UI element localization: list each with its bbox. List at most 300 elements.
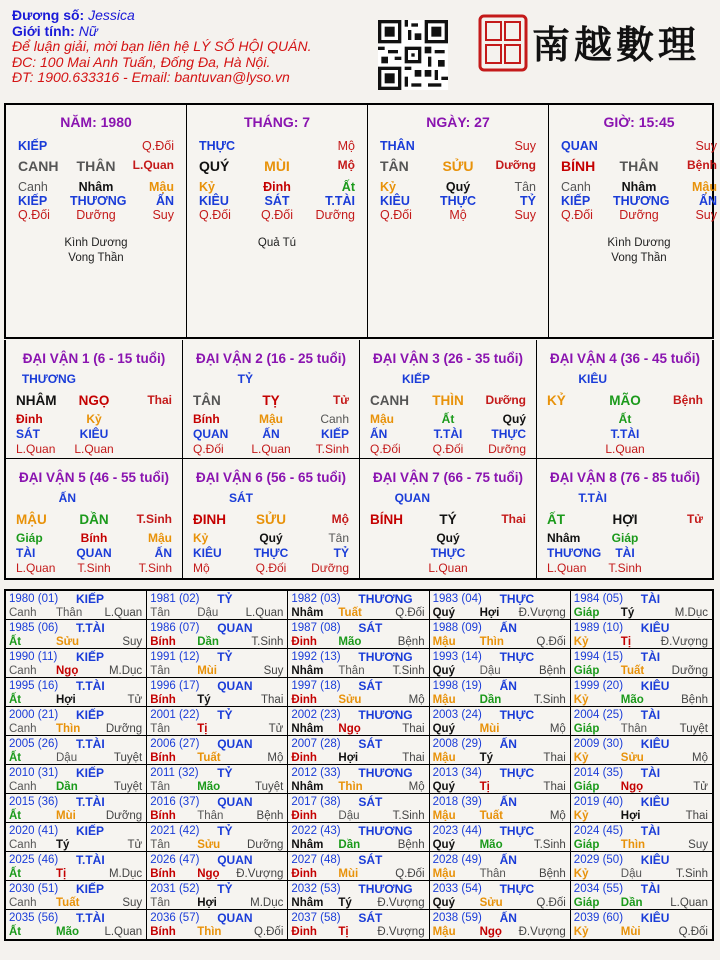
year-stem: Quý <box>432 781 455 793</box>
pillar-title: NGÀY: 27 <box>426 114 490 130</box>
dai-van-title: ĐẠI VẬN 8 (76 - 85 tuổi) <box>549 470 701 485</box>
year-god: KIẾP <box>76 766 105 780</box>
year-label: 2035 (56) <box>9 912 59 924</box>
pillar-stage-row <box>6 208 186 222</box>
year-label: 2004 (25) <box>573 709 624 721</box>
year-label: 2036 (57) <box>150 912 200 924</box>
year-branch: Tị <box>620 636 632 648</box>
dai-van-top <box>6 491 182 506</box>
year-branch: Thìn <box>338 781 363 793</box>
address: ĐC: 100 Mai Anh Tuấn, Đống Đa, Hà Nội. <box>12 53 271 70</box>
dai-van-stage-row <box>6 561 182 576</box>
year-stage: Tuyệt <box>113 752 143 764</box>
brand-logo: 南越數理 <box>532 22 701 67</box>
year-cell <box>430 881 571 910</box>
dai-van-cell <box>537 340 713 459</box>
year-label: 2011 (32) <box>150 767 199 779</box>
year-branch: Mão <box>620 694 644 706</box>
year-branch: Ngọ <box>620 781 644 793</box>
pillar-hidden-row <box>187 180 367 194</box>
dai-van-can-cell: SỬU <box>256 512 286 527</box>
year-stage: Tử <box>127 694 143 706</box>
year-cell <box>430 620 571 649</box>
dai-van-hidden-cell: Đinh <box>16 412 43 426</box>
year-cell <box>147 852 288 881</box>
dai-van-stage-cell: T.Sinh <box>608 561 642 575</box>
year-stage: Đ.Vượng <box>518 607 566 619</box>
year-stem: Canh <box>9 723 37 735</box>
pillar-hidden-cell: Nhâm <box>621 180 657 194</box>
dai-van-stage-row <box>183 442 359 457</box>
pillar-can-row <box>187 158 367 174</box>
year-stage: Dưỡng <box>247 839 284 851</box>
year-cell <box>147 591 288 620</box>
pillar-hidden-cell: Tân <box>514 180 536 194</box>
year-god: TỶ <box>217 592 233 606</box>
year-stage: T.Sinh <box>392 810 425 822</box>
year-stem: Canh <box>9 781 37 793</box>
year-branch: Dậu <box>56 752 78 764</box>
year-label: 1981 (02) <box>150 593 200 605</box>
pillar-top-cell: THÂN <box>380 139 415 153</box>
dai-van-can-cell: MÃO <box>609 393 641 408</box>
year-god: T.TÀI <box>76 621 105 635</box>
year-god: TỶ <box>217 882 233 896</box>
year-cell <box>288 649 429 678</box>
year-stage: Tử <box>693 781 708 793</box>
dai-van-stage-cell: L.Quan <box>428 561 468 575</box>
pillar-god-cell: ẤN <box>155 194 174 208</box>
dai-van-hidden-row <box>6 531 182 546</box>
year-cell <box>430 852 571 881</box>
year-branch: Dần <box>338 839 361 851</box>
pillar-can-row <box>368 158 548 174</box>
pillar-can-cell: SỬU <box>442 158 474 174</box>
year-god: T.TÀI <box>76 737 105 751</box>
pillar-stage-cell: Mộ <box>449 208 467 222</box>
dai-van-hidden-row <box>360 412 536 427</box>
pillar-hidden-cell: Mậu <box>149 180 174 194</box>
owner-label: Đương số: <box>12 7 85 23</box>
year-god: KIẾP <box>76 824 105 838</box>
year-label: 2003 (24) <box>432 709 482 721</box>
dai-van-god-cell: ẤN <box>154 546 172 560</box>
year-label: 2008 (29) <box>432 738 482 750</box>
year-stage: Đ.Vượng <box>377 897 425 909</box>
year-branch: Hợi <box>56 694 76 706</box>
year-god: TÀI <box>640 708 661 722</box>
pillar-can-cell: Bệnh <box>687 158 717 172</box>
dai-van-god-cell: QUAN <box>76 546 112 560</box>
year-stage: M.Dục <box>674 607 708 619</box>
dai-van-title: ĐẠI VẬN 6 (56 - 65 tuổi) <box>195 470 347 485</box>
pillar-hidden-cell: Nhâm <box>78 180 114 194</box>
year-god: T.TÀI <box>76 911 105 925</box>
year-label: 2005 (26) <box>9 738 59 750</box>
year-stem: Mậu <box>432 636 456 648</box>
pillar-can-row <box>6 158 186 174</box>
year-branch: Dần <box>197 636 219 648</box>
year-stage: L.Quan <box>104 607 143 619</box>
dai-van-can-cell: T.Sinh <box>136 512 172 526</box>
dai-van-can-cell: Bệnh <box>673 393 703 407</box>
year-god: SÁT <box>358 679 383 693</box>
dai-van-hidden-row <box>537 412 713 427</box>
pillar-stage-cell: Q.Đối <box>561 208 593 222</box>
year-stage: Bệnh <box>256 810 284 822</box>
year-cell <box>147 881 288 910</box>
year-stem: Mậu <box>432 694 456 706</box>
dai-van-top <box>360 372 536 387</box>
year-label: 2027 (48) <box>291 854 341 866</box>
year-branch: Thân <box>479 868 506 880</box>
year-branch: Thân <box>338 665 365 677</box>
four-pillars <box>4 103 717 339</box>
year-god: THƯƠNG <box>358 824 413 838</box>
year-stem: Bính <box>150 810 176 822</box>
year-label: 2018 (39) <box>432 796 482 808</box>
pillar-stage-cell: Q.Đối <box>199 208 231 222</box>
pillar-gods-row <box>187 194 367 208</box>
year-cell <box>430 823 571 852</box>
dai-van-god-cell: QUAN <box>193 427 229 441</box>
year-god: KIÊU <box>640 679 670 693</box>
year-stem: Kỷ <box>573 810 589 822</box>
pillar-stage-cell: Suy <box>152 208 174 222</box>
year-label: 2023 (44) <box>432 825 482 837</box>
year-stage: Mộ <box>549 810 566 822</box>
year-stem: Giáp <box>573 839 600 851</box>
dai-van-can-cell: Mộ <box>331 512 349 526</box>
dai-van-gods-row <box>537 546 713 561</box>
pillar-can-cell: TÂN <box>380 158 409 174</box>
pillar-top-cell: Q.Đối <box>142 139 174 153</box>
dai-van-god-cell: KIẾP <box>320 427 349 441</box>
year-stem: Ất <box>9 636 22 648</box>
pillar-stage-row <box>187 208 367 222</box>
dai-van-can-row <box>360 393 536 408</box>
pillar-title: THÁNG: 7 <box>243 114 311 130</box>
year-cell <box>6 852 147 881</box>
year-branch: Tuất <box>479 810 504 822</box>
dai-van-can-cell: ẤT <box>547 512 565 527</box>
pillar-stage-cell: Suy <box>514 208 536 222</box>
year-stem: Ất <box>9 752 22 764</box>
year-branch: Mão <box>56 926 79 938</box>
dai-van-cell <box>537 459 713 578</box>
dai-van-top <box>183 372 359 387</box>
dai-van-stage-cell: Mộ <box>193 561 210 575</box>
year-branch: Sửu <box>479 897 503 909</box>
year-label: 2012 (33) <box>291 767 341 779</box>
year-label: 1998 (19) <box>432 680 482 692</box>
year-god: TÀI <box>640 824 661 838</box>
pillar-title: GIỜ: 15:45 <box>603 114 675 130</box>
year-cell <box>147 823 288 852</box>
year-branch: Thân <box>620 723 648 735</box>
year-branch: Dậu <box>479 665 501 677</box>
year-stage: Suy <box>122 897 143 909</box>
year-cell <box>6 678 147 707</box>
pillar-can-cell: Mộ <box>337 158 355 172</box>
pillar-top-row <box>368 139 548 153</box>
year-cell <box>288 910 429 939</box>
dai-van-stage-cell <box>651 442 703 457</box>
dai-van-hidden-cell: Mậu <box>370 412 394 426</box>
year-branch: Tuất <box>56 897 80 909</box>
year-label: 1980 (01) <box>9 593 59 605</box>
dai-van-hidden-cell: Ất <box>618 412 632 426</box>
pillar-top-cell <box>432 139 484 153</box>
pillar-title: NĂM: 1980 <box>60 114 132 130</box>
year-stem: Nhâm <box>291 781 324 793</box>
year-god: THƯƠNG <box>358 650 413 664</box>
pillar-top-cell <box>70 139 122 153</box>
year-god: TÀI <box>640 882 661 896</box>
pillar-stage-cell: Q.Đối <box>18 208 50 222</box>
year-branch: Mùi <box>620 926 641 938</box>
year-stem: Bính <box>150 868 176 880</box>
year-stem: Mậu <box>432 752 456 764</box>
dai-van-hidden-cell <box>651 531 703 546</box>
year-god: TỶ <box>217 650 233 664</box>
pillar-star: Vong Thần <box>611 252 667 264</box>
year-god: THƯƠNG <box>358 882 413 896</box>
year-stem: Nhâm <box>291 607 324 619</box>
year-cell <box>430 591 571 620</box>
year-god: TỶ <box>217 708 233 722</box>
year-label: 1988 (09) <box>432 622 482 634</box>
dai-van-gods-row <box>360 427 536 442</box>
year-stem: Quý <box>432 839 455 851</box>
year-stage: Suy <box>263 665 284 677</box>
gender-label: Giới tính: <box>12 22 75 39</box>
year-stage: Mộ <box>267 752 284 764</box>
dai-van-god-cell: THƯƠNG <box>547 546 602 560</box>
year-cell <box>6 620 147 649</box>
dai-van-god-cell: TỶ <box>333 546 349 560</box>
year-cell <box>6 881 147 910</box>
dai-van-hidden-cell <box>120 412 172 427</box>
year-god: KIẾP <box>76 882 105 896</box>
dai-van-stage-row <box>183 561 359 576</box>
year-table <box>4 589 714 941</box>
year-stem: Đinh <box>291 636 317 648</box>
year-cell <box>6 910 147 939</box>
year-label: 1999 (20) <box>573 680 624 692</box>
year-label: 2028 (49) <box>432 854 482 866</box>
year-branch: Mão <box>197 781 221 793</box>
year-stage: Q.Đối <box>253 926 284 938</box>
pillar-top-cell: KIẾP <box>18 139 48 153</box>
year-god: KIẾP <box>76 592 105 606</box>
dai-van-title: ĐẠI VẬN 7 (66 - 75 tuổi) <box>372 470 524 485</box>
year-stage: L.Quan <box>670 897 708 909</box>
year-cell <box>430 910 571 939</box>
year-god: T.TÀI <box>76 795 105 809</box>
year-stem: Đinh <box>291 694 317 706</box>
dai-van-cell <box>6 340 183 459</box>
year-branch: Thân <box>56 607 83 619</box>
year-stem: Canh <box>9 897 37 909</box>
dai-van-hidden-cell: Canh <box>320 412 349 426</box>
year-branch: Mùi <box>56 810 76 822</box>
pillar-god-cell: THỰC <box>439 194 477 208</box>
dai-van-god-cell <box>370 546 422 561</box>
year-label: 2030 (51) <box>9 883 59 895</box>
dai-van-stage-cell: L.Quan <box>547 561 587 575</box>
dai-van-gods-row <box>183 546 359 561</box>
year-stage: L.Quan <box>104 926 143 938</box>
year-god: KIÊU <box>640 737 670 751</box>
pillar-top-cell: QUAN <box>561 139 598 153</box>
year-stage: Bệnh <box>681 694 708 706</box>
year-cell <box>430 678 571 707</box>
pillar-god-cell: SÁT <box>264 194 290 208</box>
dai-van-hidden-row <box>360 531 536 546</box>
year-branch: Thân <box>197 810 224 822</box>
year-label: 2029 (50) <box>573 854 624 866</box>
dai-van-cell <box>360 340 537 459</box>
year-stage: Thai <box>261 694 284 706</box>
year-cell <box>6 707 147 736</box>
dai-van-hidden-cell: Nhâm <box>547 531 581 545</box>
year-stage: Suy <box>122 636 143 648</box>
year-label: 2032 (53) <box>291 883 341 895</box>
pillar-gods-row <box>549 194 720 208</box>
year-label: 2034 (55) <box>573 883 624 895</box>
dai-van-top <box>360 491 536 506</box>
pillar-column <box>187 105 368 337</box>
year-cell <box>430 649 571 678</box>
year-branch: Tuất <box>197 752 221 764</box>
pillar-hidden-cell: Kỷ <box>199 180 215 194</box>
dai-van-stage-cell <box>547 442 599 457</box>
dai-van-can-cell: Tử <box>332 393 349 407</box>
dai-van-gods-row <box>537 427 713 442</box>
pillar-top-cell <box>613 139 665 153</box>
pillar-stage-cell: Dưỡng <box>619 208 659 222</box>
dai-van-hidden-cell <box>370 531 422 546</box>
year-cell <box>6 591 147 620</box>
pillar-god-cell: THƯƠNG <box>613 194 670 208</box>
year-stage: T.Sinh <box>676 868 708 880</box>
contact-note: Để luận giải, mời bạn liên hệ LÝ SỐ HỘI QUÁN. <box>12 38 312 54</box>
year-god: TỶ <box>217 824 233 838</box>
year-stage: T.Sinh <box>533 694 566 706</box>
year-stage: M.Dục <box>108 665 143 677</box>
year-stage: M.Dục <box>108 868 143 880</box>
dai-van-stage-cell <box>474 561 526 576</box>
year-stem: Quý <box>432 897 455 909</box>
dai-van-can-cell: MẬU <box>16 512 47 527</box>
pillar-stage-row <box>549 208 720 222</box>
year-label: 2010 (31) <box>9 767 59 779</box>
year-stem: Ất <box>9 868 22 880</box>
year-cell <box>288 765 429 794</box>
year-branch: Tị <box>56 868 67 880</box>
year-stage: Bệnh <box>397 636 425 648</box>
dai-van-can-row <box>183 512 359 527</box>
year-god: QUAN <box>217 795 253 809</box>
dai-van-stage-cell: Dưỡng <box>311 561 349 575</box>
dai-van-top-god: SÁT <box>229 491 253 505</box>
pillar-gods-row <box>6 194 186 208</box>
year-label: 1997 (18) <box>291 680 341 692</box>
gender-value: Nữ <box>78 22 98 39</box>
dai-van-hidden-cell: Tân <box>328 531 349 545</box>
year-god: T.TÀI <box>76 679 105 693</box>
dai-van-stage-cell: L.Quan <box>16 442 56 456</box>
dai-van-top-god: KIẾP <box>401 372 430 386</box>
dai-van-can-cell: Tử <box>686 512 703 526</box>
year-god: SÁT <box>358 621 383 635</box>
year-label: 2015 (36) <box>9 796 59 808</box>
dai-van-hidden-cell: Quý <box>436 531 460 545</box>
year-stage: Thai <box>402 752 425 764</box>
pillar-star: Kình Dương <box>607 237 671 249</box>
year-cell <box>288 591 429 620</box>
year-branch: Mùi <box>479 723 500 735</box>
year-branch: Hợi <box>479 607 500 619</box>
dai-van-stage-cell <box>120 442 172 457</box>
dai-van-can-cell: DẦN <box>79 512 109 527</box>
year-stage: Tuyệt <box>255 781 284 793</box>
dai-van-hidden-cell: Quý <box>259 531 283 545</box>
dai-van-top <box>537 491 713 506</box>
year-branch: Tị <box>479 781 490 793</box>
dai-van-hidden-cell <box>547 412 599 427</box>
year-branch: Thìn <box>620 839 646 851</box>
year-label: 2033 (54) <box>432 883 482 895</box>
year-cell <box>6 765 147 794</box>
year-branch: Ngọ <box>56 665 79 677</box>
dai-van-hidden-cell: Kỷ <box>193 531 209 545</box>
dai-van-hidden-cell: Ất <box>441 412 455 426</box>
year-label: 1993 (14) <box>432 651 482 663</box>
year-stem: Kỷ <box>573 636 589 648</box>
dai-van-stage-cell: Dưỡng <box>488 442 526 456</box>
year-cell <box>430 765 571 794</box>
year-god: THỰC <box>499 824 535 838</box>
year-branch: Mùi <box>197 665 217 677</box>
pillar-stage-cell: Dưỡng <box>76 208 116 222</box>
year-stem: Giáp <box>573 607 600 619</box>
pillar-can-cell: MÙI <box>264 158 290 174</box>
year-cell <box>288 678 429 707</box>
year-cell <box>6 736 147 765</box>
year-god: SÁT <box>358 853 383 867</box>
year-god: QUAN <box>217 737 253 751</box>
dai-van-can-cell: KỶ <box>547 393 566 408</box>
dai-van-stage-row <box>360 561 536 576</box>
year-branch: Tý <box>338 897 352 909</box>
owner-name: Jessica <box>88 7 135 23</box>
year-stage: Mộ <box>692 752 708 764</box>
year-god: THỰC <box>499 882 535 896</box>
dai-van-top <box>183 491 359 506</box>
year-label: 1992 (13) <box>291 651 341 663</box>
dai-van-hidden-row <box>183 412 359 427</box>
year-stage: Đ.Vượng <box>518 926 566 938</box>
year-stage: Thai <box>543 781 566 793</box>
year-stem: Giáp <box>573 723 600 735</box>
dai-van-hidden-cell: Giáp <box>611 531 639 545</box>
year-stem: Mậu <box>432 926 456 938</box>
year-cell <box>147 765 288 794</box>
dai-van-top-god: TỶ <box>237 372 253 386</box>
year-label: 2016 (37) <box>150 796 200 808</box>
